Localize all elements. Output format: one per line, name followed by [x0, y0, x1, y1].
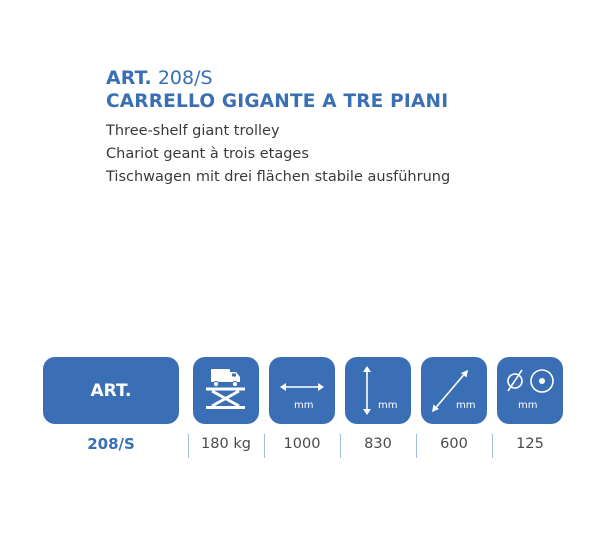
- load-capacity-icon: [193, 357, 259, 424]
- depth-unit: mm: [456, 400, 476, 411]
- spec-values-row: [0, 433, 600, 459]
- product-header: [106, 66, 450, 189]
- width-value: 1000: [283, 436, 321, 452]
- wheel-diameter-value: 125: [516, 436, 544, 452]
- column-separator: [188, 434, 189, 458]
- load-capacity-value: 180 kg: [201, 436, 251, 452]
- width-unit: mm: [294, 400, 314, 411]
- wheel-diameter-unit: mm: [518, 400, 538, 411]
- product-title: CARRELLO GIGANTE A TRE PIANI: [106, 91, 449, 112]
- column-separator: [492, 434, 493, 458]
- art-value: 208/S: [87, 435, 135, 453]
- column-separator: [264, 434, 265, 458]
- height-value: 830: [364, 436, 392, 452]
- description-french: Chariot geant à trois etages: [106, 146, 309, 162]
- height-arrow-icon: [345, 357, 411, 424]
- load-capacity-tile: [193, 357, 259, 424]
- depth-tile: [421, 357, 487, 424]
- article-prefix: ART.: [106, 67, 152, 89]
- height-unit: mm: [378, 400, 398, 411]
- wheel-diameter-icon: [497, 357, 563, 424]
- column-separator: [340, 434, 341, 458]
- art-header-tile: [43, 357, 179, 424]
- wheel-diameter-tile: [497, 357, 563, 424]
- width-tile: [269, 357, 335, 424]
- width-arrow-icon: [269, 357, 335, 424]
- depth-arrow-icon: [421, 357, 487, 424]
- depth-value: 600: [440, 436, 468, 452]
- height-tile: [345, 357, 411, 424]
- description-german: Tischwagen mit drei flächen stabile ausführung: [106, 169, 451, 185]
- art-header-label: ART.: [90, 380, 132, 401]
- article-line: [106, 66, 450, 90]
- article-number: 208/S: [157, 67, 213, 89]
- column-separator: [416, 434, 417, 458]
- description-english: Three-shelf giant trolley: [106, 123, 280, 139]
